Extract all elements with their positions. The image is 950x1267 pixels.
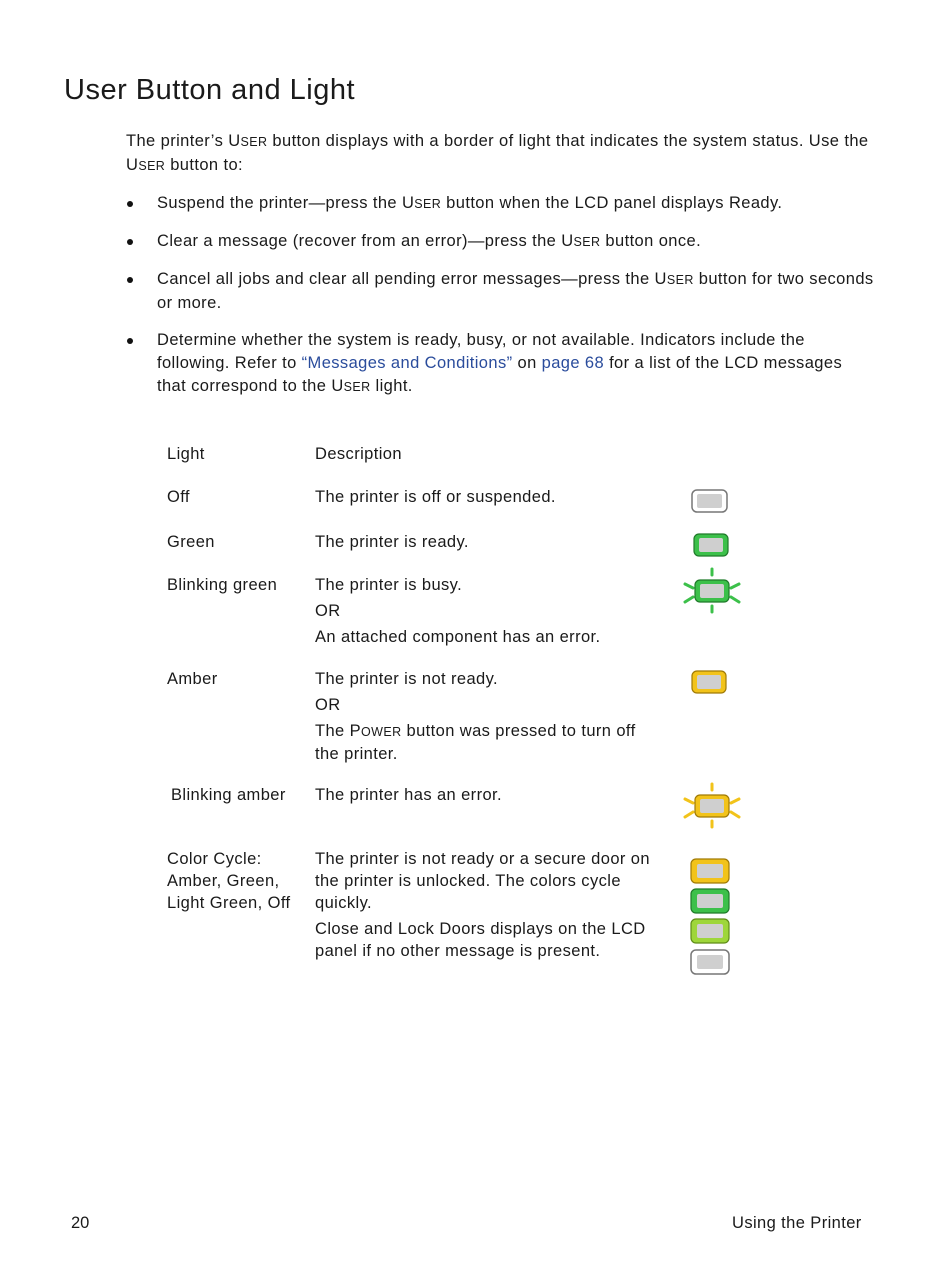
light-off-icon: [690, 488, 730, 516]
light-blinking-green-icon: [682, 566, 742, 616]
list-item: Cancel all jobs and clear all pending error messages—press the USER button for two seconds or more.: [126, 268, 876, 315]
usage-list: [126, 192, 876, 413]
list-item: Clear a message (recover from an error)—press the USER button once.: [126, 230, 876, 254]
light-green-icon: [692, 532, 730, 560]
light-amber-icon: [690, 669, 728, 697]
messages-and-conditions-link[interactable]: “Messages and Conditions”: [301, 354, 513, 372]
column-header-description: Description: [315, 445, 402, 463]
user-smallcaps: USER: [228, 132, 268, 150]
list-item: Determine whether the system is ready, busy, or not available. Indicators include the following. Refer to “Messages and Conditions” on page 68 for a list of the LCD messages that correspond to the USER light.: [126, 329, 876, 399]
light-blinking-amber-icon: [682, 781, 742, 831]
page-68-link[interactable]: page 68: [541, 354, 605, 372]
light-color-cycle-icon: [688, 856, 732, 982]
footer-section-title: Using the Printer: [732, 1214, 862, 1232]
user-smallcaps: USER: [126, 156, 166, 174]
page-title: User Button and Light: [64, 74, 356, 106]
page-number: 20: [71, 1214, 90, 1232]
intro-paragraph: The printer’s USER button displays with a border of light that indicates the system status. Use the USER button to:: [126, 132, 869, 174]
document-page: User Button and Light The printer’s USER button displays with a border of light that indicates the system status. Use the USER button to: Suspend the printer—press the USER button when the LCD panel displays Ready. Clear a message (recover from an error)—press the USER button once. Cancel all jobs and clear all pending error messages—press the USER button for two seconds or more. Determine whether the system is ready, busy, or not available. Indicators include the following. Refer to “Messages and Conditions” on page 68 for a list of the LCD messages that correspond to the USER light. Light Description Off The printer is off or suspended. Green The printer is ready. Blinking green The printer is busy. OR An attached component has an error. Amber The printer is not ready. OR The POWER button was pressed to turn off the printer. Blinking amber The printer has an error. Color Cycle: Amber, Green, Light Green, Off The printer is not ready or a secure door on the printer is unlocked. The colors cycle quickly. Close and Lock Doors displays on the LCD panel if no other message is present. 20 Using the Printer: [0, 0, 950, 1267]
list-item: Suspend the printer—press the USER button when the LCD panel displays Ready.: [126, 192, 876, 216]
column-header-light: Light: [167, 445, 205, 463]
